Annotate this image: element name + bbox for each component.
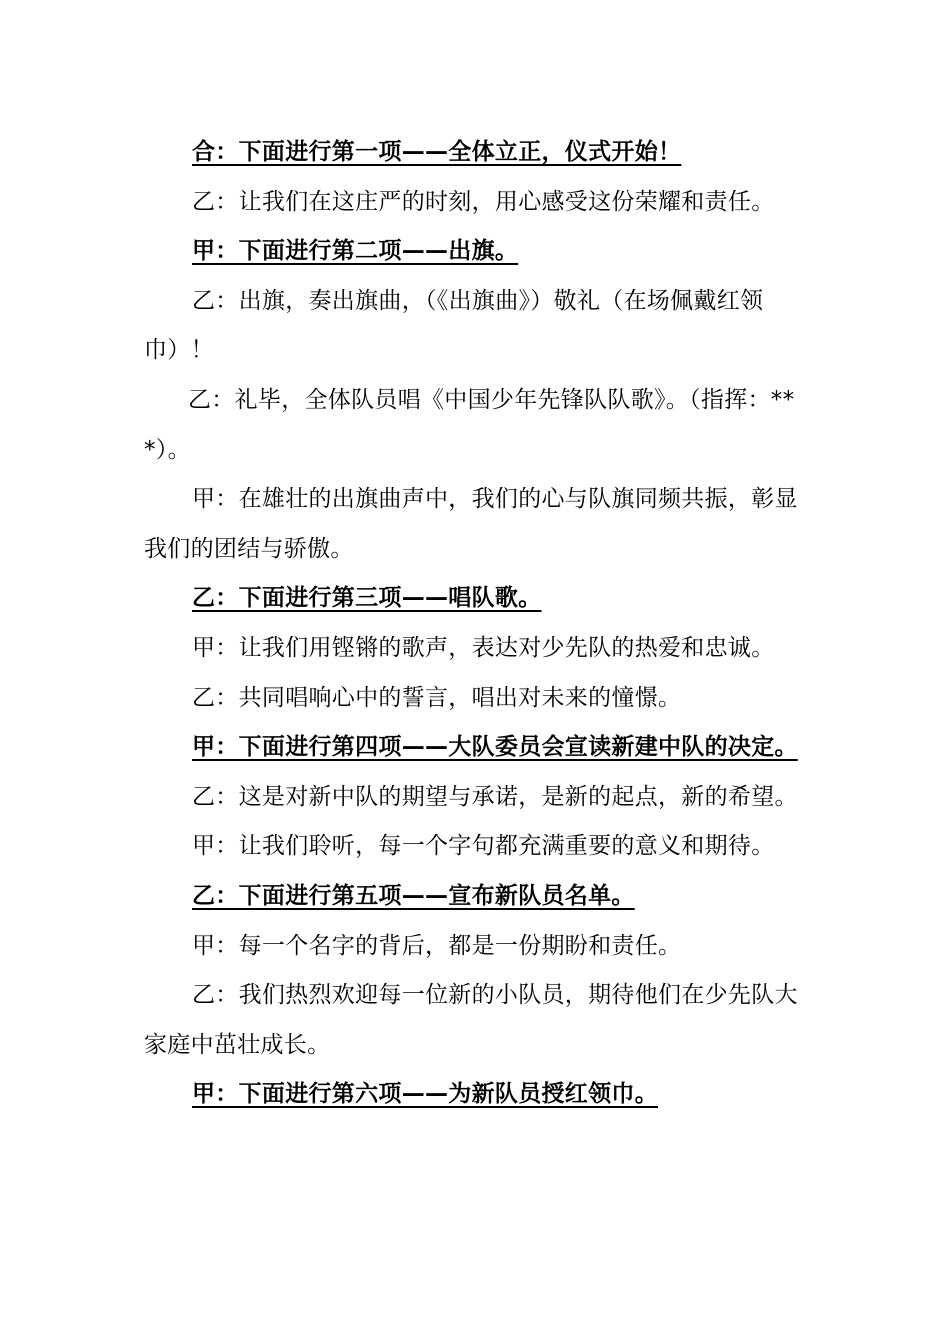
dialogue-line: 乙：共同唱响心中的誓言，唱出对未来的憧憬。 xyxy=(192,684,682,711)
dialogue-line: 甲：每一个名字的背后，都是一份期盼和责任。 xyxy=(192,932,682,959)
heading-text: 乙：下面进行第五项——宣布新队员名单。 xyxy=(192,882,635,909)
heading-text: 甲：下面进行第六项——为新队员授红领巾。 xyxy=(192,1081,658,1108)
heading-item-4 xyxy=(144,723,806,773)
heading-text: 乙：下面进行第三项——唱队歌。 xyxy=(192,585,542,612)
dialogue-line: 乙：让我们在这庄严的时刻，用心感受这份荣耀和责任。 xyxy=(192,188,775,215)
heading-item-1 xyxy=(144,128,806,178)
heading-text: 甲：下面进行第四项——大队委员会宣读新建中队的决定。 xyxy=(192,734,798,761)
dialogue-line: 甲：让我们聆听，每一个字句都充满重要的意义和期待。 xyxy=(192,833,775,860)
dialogue-line: 甲：让我们用铿锵的歌声，表达对少先队的热爱和忠诚。 xyxy=(192,634,775,661)
dialogue-line: 乙：礼毕，全体队员唱《中国少年先锋队队歌》。（指挥：***）。 xyxy=(144,386,795,463)
document-body xyxy=(144,128,806,1120)
heading-item-5 xyxy=(144,872,806,922)
dialogue-line: 乙：我们热烈欢迎每一位新的小队员，期待他们在少先队大家庭中茁壮成长。 xyxy=(144,982,798,1058)
heading-item-6 xyxy=(144,1070,806,1120)
heading-text: 合：下面进行第一项——全体立正，仪式开始！ xyxy=(192,139,682,165)
heading-item-3 xyxy=(144,574,806,624)
heading-item-2 xyxy=(144,227,806,277)
dialogue-line: 乙：这是对新中队的期望与承诺，是新的起点，新的希望。 xyxy=(192,783,798,810)
dialogue-line: 甲：在雄壮的出旗曲声中，我们的心与队旗同频共振，彰显我们的团结与骄傲。 xyxy=(144,486,798,562)
dialogue-line: 乙：出旗，奏出旗曲，（《出旗曲》）敬礼（在场佩戴红领巾）！ xyxy=(144,287,764,364)
heading-text: 甲：下面进行第二项——出旗。 xyxy=(192,238,519,265)
